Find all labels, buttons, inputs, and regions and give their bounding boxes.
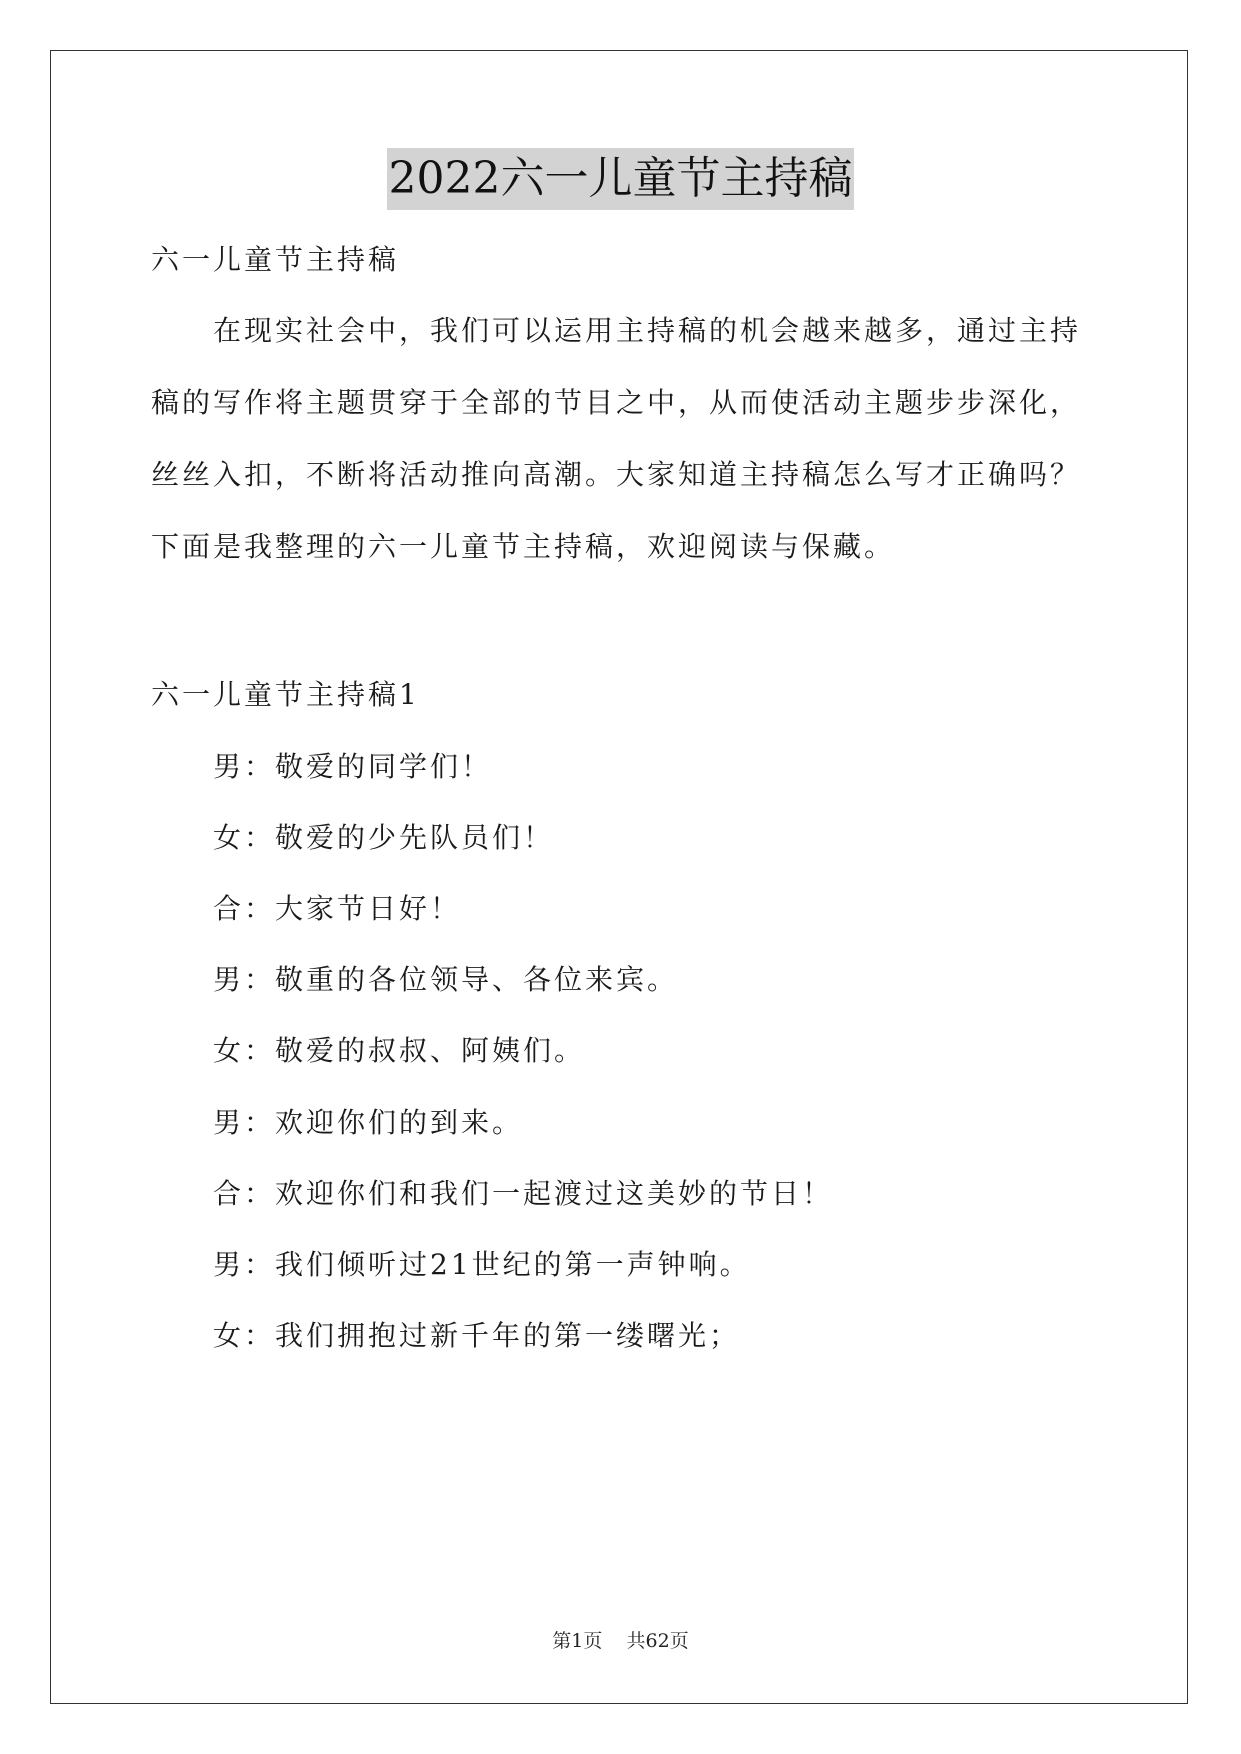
page-border <box>50 50 1188 1704</box>
dialogue-line-8: 男：我们倾听过21世纪的第一声钟响。 <box>213 1248 751 1281</box>
page-indicator: 第1页 共62页 <box>552 1630 689 1652</box>
intro-line-3: 丝丝入扣，不断将活动推向高潮。大家知道主持稿怎么写才正确吗？ <box>151 458 1082 491</box>
intro-line-2: 稿的写作将主题贯穿于全部的节目之中，从而使活动主题步步深化， <box>151 386 1082 419</box>
dialogue-line-5: 女：敬爱的叔叔、阿姨们。 <box>213 1034 586 1067</box>
dialogue-line-3: 合：大家节日好！ <box>213 892 462 925</box>
section-heading: 六一儿童节主持稿1 <box>151 678 420 711</box>
document-title-text: 2022六一儿童节主持稿 <box>387 148 855 210</box>
dialogue-line-6: 男：欢迎你们的到来。 <box>213 1106 524 1139</box>
dialogue-line-4: 男：敬重的各位领导、各位来宾。 <box>213 963 679 996</box>
intro-line-1: 在现实社会中，我们可以运用主持稿的机会越来越多，通过主持 <box>213 314 1082 347</box>
dialogue-line-1: 男：敬爱的同学们！ <box>213 750 493 783</box>
dialogue-line-9: 女：我们拥抱过新千年的第一缕曙光； <box>213 1319 741 1352</box>
intro-line-4: 下面是我整理的六一儿童节主持稿，欢迎阅读与保藏。 <box>151 530 896 563</box>
document-title <box>0 148 1241 210</box>
dialogue-line-2: 女：敬爱的少先队员们！ <box>213 821 555 854</box>
document-heading: 六一儿童节主持稿 <box>151 243 400 276</box>
dialogue-line-7: 合：欢迎你们和我们一起渡过这美妙的节日！ <box>213 1177 834 1210</box>
